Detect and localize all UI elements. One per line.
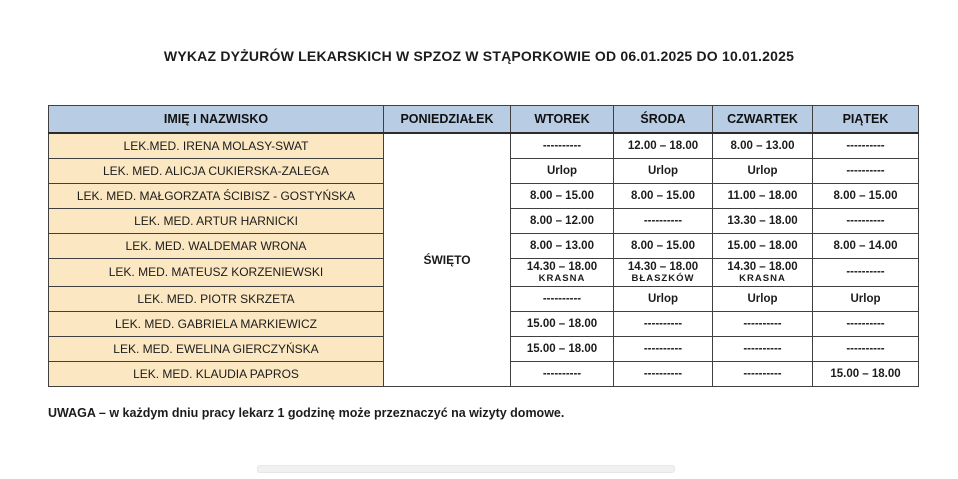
doctor-name-cell: LEK.MED. IRENA MOLASY-SWAT — [49, 133, 384, 159]
schedule-time: ---------- — [743, 367, 782, 380]
table-body — [49, 133, 919, 386]
schedule-cell — [614, 286, 713, 311]
schedule-time: 8.00 – 12.00 — [530, 214, 594, 227]
schedule-cell — [614, 209, 713, 234]
schedule-cell — [511, 209, 614, 234]
schedule-time: Urlop — [747, 292, 778, 305]
schedule-time: 14.30 – 18.00 — [727, 261, 798, 273]
schedule-cell — [813, 234, 919, 259]
column-header-friday: PIĄTEK — [813, 106, 919, 134]
schedule-cell — [713, 234, 813, 259]
schedule-cell — [614, 184, 713, 209]
doctor-name-cell: LEK. MED. MATEUSZ KORZENIEWSKI — [49, 259, 384, 287]
schedule-time: ---------- — [743, 342, 782, 355]
schedule-cell — [511, 133, 614, 159]
faint-divider — [257, 465, 675, 473]
schedule-cell — [511, 234, 614, 259]
doctor-name-cell: LEK. MED. GABRIELA MARKIEWICZ — [49, 311, 384, 336]
schedule-time: ---------- — [643, 214, 683, 227]
schedule-time: Urlop — [647, 292, 679, 305]
header-row — [49, 106, 919, 134]
column-header-name: IMIĘ I NAZWISKO — [49, 106, 384, 134]
column-header-monday: PONIEDZIAŁEK — [384, 106, 511, 134]
schedule-cell — [813, 184, 919, 209]
schedule-cell — [713, 184, 813, 209]
schedule-time: 11.00 – 18.00 — [727, 189, 798, 202]
schedule-time: ---------- — [643, 317, 683, 330]
schedule-cell — [713, 159, 813, 184]
schedule-cell — [813, 336, 919, 361]
schedule-time: 15.00 – 18.00 — [727, 239, 798, 252]
schedule-cell — [813, 159, 919, 184]
schedule-time: ---------- — [542, 139, 582, 152]
schedule-time: 12.00 – 18.00 — [627, 139, 699, 152]
footer-note: UWAGA – w każdym dniu pracy lekarz 1 godzinę może przeznaczyć na wizyty domowe. — [48, 406, 565, 420]
schedule-time: ---------- — [643, 342, 683, 355]
schedule-cell — [511, 361, 614, 386]
schedule-time: ---------- — [846, 139, 885, 152]
schedule-time: Urlop — [850, 292, 881, 305]
schedule-cell — [614, 259, 713, 287]
schedule-cell — [813, 259, 919, 287]
schedule-cell — [614, 361, 713, 386]
schedule-cell — [813, 133, 919, 159]
schedule-cell — [813, 311, 919, 336]
doctor-name-cell: LEK. MED. KLAUDIA PAPROS — [49, 361, 384, 386]
schedule-time: ---------- — [643, 367, 683, 380]
doctor-name-cell: LEK. MED. ALICJA CUKIERSKA-ZALEGA — [49, 159, 384, 184]
schedule-time: 8.00 – 15.00 — [631, 189, 695, 202]
schedule-time: 8.00 – 13.00 — [530, 239, 594, 252]
schedule-cell — [713, 286, 813, 311]
schedule-time: 8.00 – 15.00 — [530, 189, 594, 202]
doctor-name-cell: LEK. MED. EWELINA GIERCZYŃSKA — [49, 336, 384, 361]
schedule-time: 15.00 – 18.00 — [526, 317, 598, 330]
schedule-cell — [511, 184, 614, 209]
schedule-time: 14.30 – 18.00 — [627, 261, 699, 273]
schedule-cell — [614, 336, 713, 361]
schedule-time: ---------- — [846, 317, 885, 330]
schedule-cell — [614, 159, 713, 184]
schedule-cell — [813, 361, 919, 386]
schedule-cell — [511, 286, 614, 311]
doctor-name-cell: LEK. MED. PIOTR SKRZETA — [49, 286, 384, 311]
schedule-time: Urlop — [747, 164, 778, 177]
schedule-time: 15.00 – 18.00 — [526, 342, 598, 355]
schedule-cell — [614, 234, 713, 259]
schedule-location: BŁASZKÓW — [631, 273, 695, 285]
table-row — [49, 133, 919, 159]
schedule-time: Urlop — [647, 164, 679, 177]
schedule-cell — [614, 311, 713, 336]
schedule-cell — [511, 159, 614, 184]
page-title: WYKAZ DYŻURÓW LEKARSKICH W SPZOZ W STĄPORKOWIE OD 06.01.2025 DO 10.01.2025 — [163, 48, 795, 64]
schedule-time: 8.00 – 13.00 — [730, 139, 795, 152]
schedule-time: 15.00 – 18.00 — [830, 367, 901, 380]
schedule-time: ---------- — [542, 292, 582, 305]
schedule-location: KRASNA — [739, 273, 786, 285]
schedule-cell — [614, 133, 713, 159]
doctor-name-cell: LEK. MED. WALDEMAR WRONA — [49, 234, 384, 259]
schedule-time: 8.00 – 15.00 — [631, 239, 695, 252]
column-header-wednesday: ŚRODA — [614, 106, 713, 134]
schedule-time: ---------- — [743, 317, 782, 330]
schedule-time: ---------- — [846, 164, 885, 177]
schedule-cell — [713, 209, 813, 234]
schedule-cell — [713, 311, 813, 336]
schedule-time: 14.30 – 18.00 — [526, 261, 598, 273]
column-header-thursday: CZWARTEK — [713, 106, 813, 134]
column-header-tuesday: WTOREK — [511, 106, 614, 134]
schedule-cell — [713, 361, 813, 386]
duty-schedule-table — [48, 105, 919, 387]
schedule-time: 8.00 – 15.00 — [833, 189, 898, 202]
doctor-name-cell: LEK. MED. ARTUR HARNICKI — [49, 209, 384, 234]
schedule-time: 13.30 – 18.00 — [727, 214, 798, 227]
schedule-cell — [511, 259, 614, 287]
doctor-name-cell: LEK. MED. MAŁGORZATA ŚCIBISZ - GOSTYŃSKA — [49, 184, 384, 209]
schedule-cell — [713, 259, 813, 287]
schedule-time: 8.00 – 14.00 — [833, 239, 898, 252]
schedule-time: ---------- — [542, 367, 582, 380]
schedule-time: ---------- — [846, 342, 885, 355]
schedule-time: Urlop — [546, 164, 578, 177]
schedule-cell — [511, 311, 614, 336]
schedule-location: KRASNA — [538, 273, 586, 285]
schedule-cell — [713, 133, 813, 159]
schedule-cell — [511, 336, 614, 361]
schedule-cell — [813, 209, 919, 234]
schedule-cell — [813, 286, 919, 311]
schedule-time: ---------- — [846, 214, 885, 227]
schedule-time: ---------- — [846, 266, 885, 279]
monday-holiday-cell: ŚWIĘTO — [384, 133, 511, 386]
schedule-cell — [713, 336, 813, 361]
